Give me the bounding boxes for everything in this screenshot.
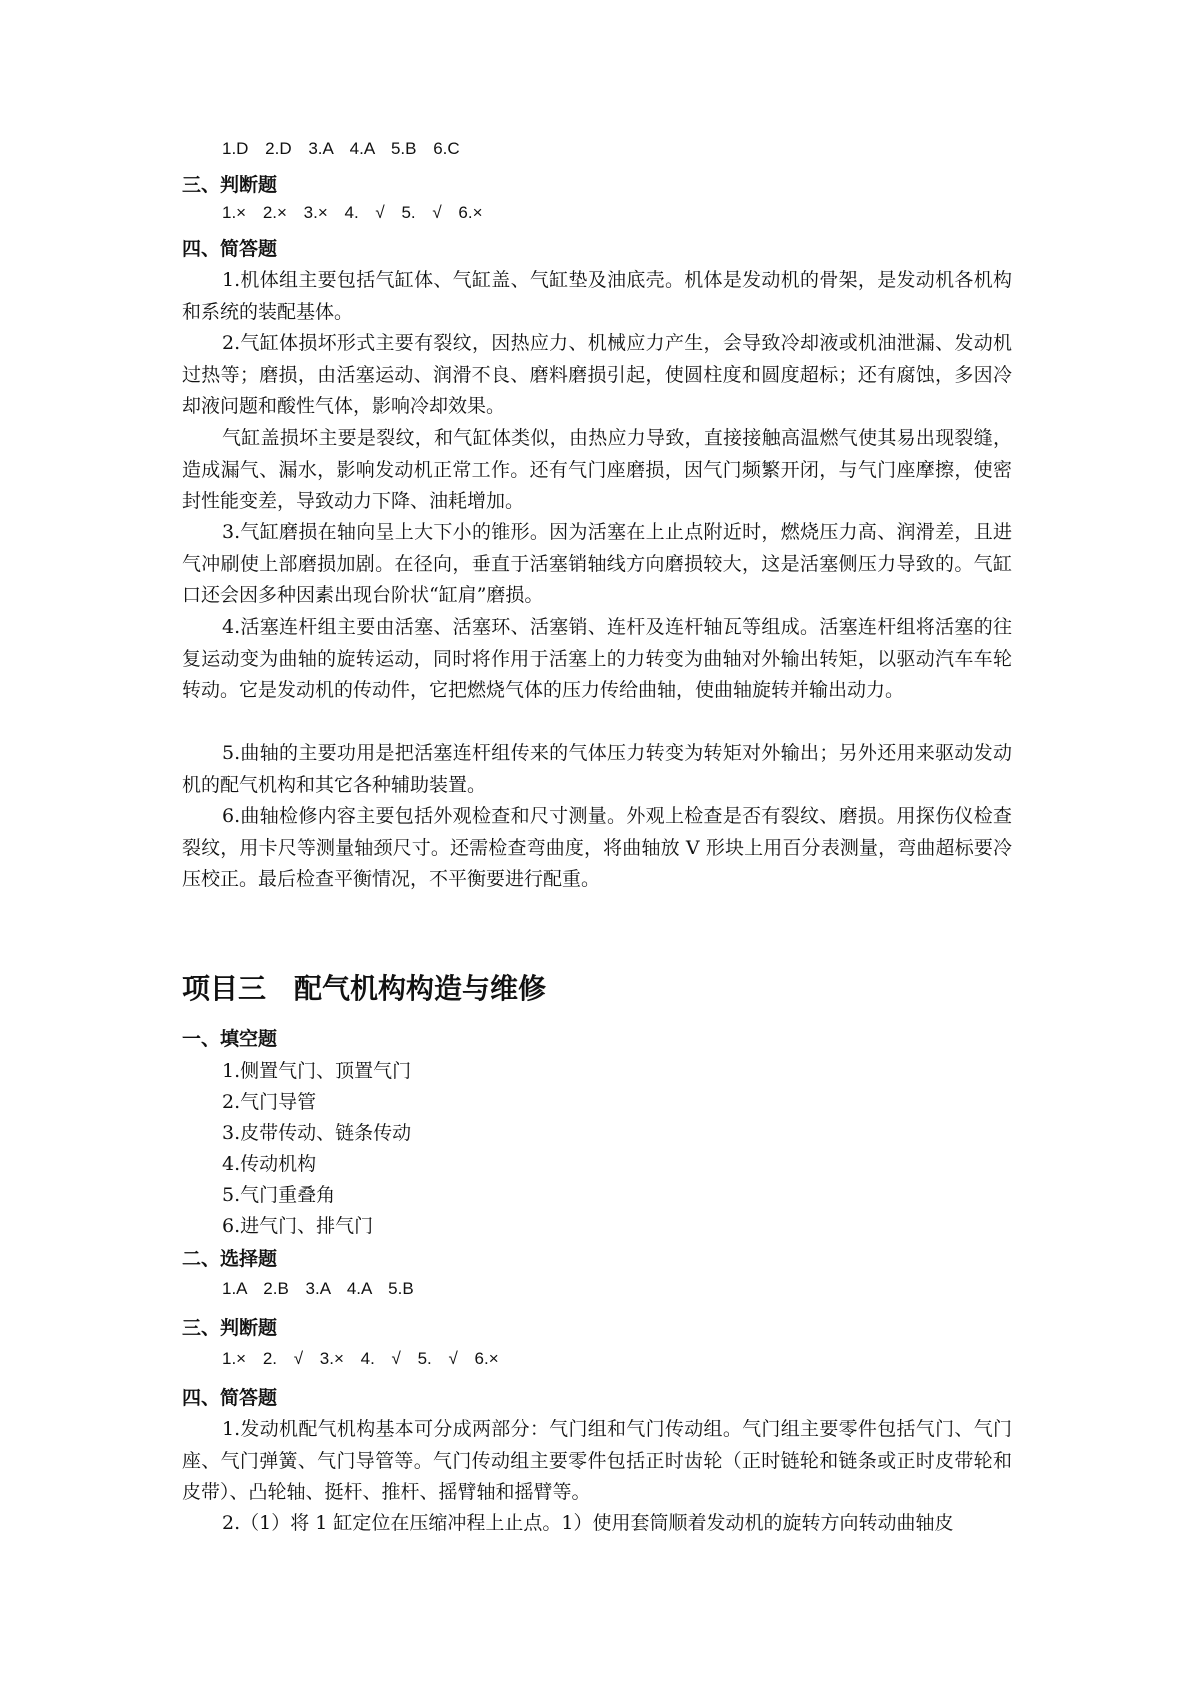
- short-answer-paragraph: 3.气缸磨损在轴向呈上大下小的锥形。因为活塞在上止点附近时，燃烧压力高、润滑差，且进气冲刷使上部磨损加剧。在径向，垂直于活塞销轴线方向磨损较大，这是活塞侧压力导致的。气缸口还会因多种因素出现台阶状“缸肩”磨损。: [182, 521, 1012, 606]
- fill-answer-item: 1.侧置气门、顶置气门: [222, 1060, 412, 1082]
- short-answer-paragraph: 1.机体组主要包括气缸体、气缸盖、气缸垫及油底壳。机体是发动机的骨架，是发动机各机构和系统的装配基体。: [182, 269, 1012, 323]
- short-answer-paragraph: 2.气缸体损坏形式主要有裂纹，因热应力、机械应力产生，会导致冷却液或机油泄漏、发动机过热等；磨损，由活塞运动、润滑不良、磨料磨损引起，使圆柱度和圆度超标；还有腐蚀，多因冷却液问题和酸性气体，影响冷却效果。: [182, 332, 1012, 417]
- judge-heading: 三、判断题: [182, 174, 278, 196]
- short-answer-paragraph: 4.活塞连杆组主要由活塞、活塞环、活塞销、连杆及连杆轴瓦等组成。活塞连杆组将活塞的往复运动变为曲轴的旋转运动，同时将作用于活塞上的力转变为曲轴对外输出转矩，以驱动汽车车轮转动。它是发动机的传动件，它把燃烧气体的压力传给曲轴，使曲轴旋转并输出动力。: [182, 616, 1012, 701]
- fill-answer-item: 5.气门重叠角: [222, 1184, 336, 1206]
- choice-heading: 二、选择题: [182, 1248, 278, 1270]
- short-answer-heading: 四、简答题: [182, 1387, 278, 1409]
- fill-answer-item: 4.传动机构: [222, 1153, 317, 1175]
- section-title: 项目三 配气机构构造与维修: [182, 972, 547, 1005]
- short-answer-paragraph: 气缸盖损坏主要是裂纹，和气缸体类似，由热应力导致，直接接触高温燃气使其易出现裂缝，造成漏气、漏水，影响发动机正常工作。还有气门座磨损，因气门频繁开闭，与气门座摩擦，使密封性能变差，导致动力下降、油耗增加。: [182, 427, 1012, 512]
- judge-answers: 1.× 2. √ 3.× 4. √ 5. √ 6.×: [222, 1349, 499, 1368]
- fill-answer-item: 2.气门导管: [222, 1091, 317, 1113]
- choice-answers: 1.A 2.B 3.A 4.A 5.B: [222, 1279, 414, 1298]
- fill-heading: 一、填空题: [182, 1028, 278, 1050]
- fill-answer-item: 3.皮带传动、链条传动: [222, 1122, 412, 1144]
- judge-heading: 三、判断题: [182, 1317, 278, 1339]
- short-answer-paragraph: 2.（1）将 1 缸定位在压缩冲程上止点。1）使用套筒顺着发动机的旋转方向转动曲轴皮: [222, 1512, 954, 1534]
- short-answer-paragraph: 5.曲轴的主要功用是把活塞连杆组传来的气体压力转变为转矩对外输出；另外还用来驱动发动机的配气机构和其它各种辅助装置。: [182, 742, 1012, 796]
- fill-answer-item: 6.进气门、排气门: [222, 1215, 374, 1237]
- choice-answers: 1.D 2.D 3.A 4.A 5.B 6.C: [222, 139, 460, 158]
- short-answer-paragraph: 1.发动机配气机构基本可分成两部分：气门组和气门传动组。气门组主要零件包括气门、气门座、气门弹簧、气门导管等。气门传动组主要零件包括正时齿轮（正时链轮和链条或正时皮带轮和皮带）、凸轮轴、挺杆、推杆、摇臂轴和摇臂等。: [182, 1418, 1012, 1503]
- judge-answers: 1.× 2.× 3.× 4. √ 5. √ 6.×: [222, 203, 483, 222]
- short-answer-heading: 四、简答题: [182, 238, 278, 260]
- short-answer-paragraph: 6.曲轴检修内容主要包括外观检查和尺寸测量。外观上检查是否有裂纹、磨损。用探伤仪检查裂纹，用卡尺等测量轴颈尺寸。还需检查弯曲度，将曲轴放 V 形块上用百分表测量，弯曲超标要冷压校正。最后检查平衡情况，不平衡要进行配重。: [182, 805, 1012, 890]
